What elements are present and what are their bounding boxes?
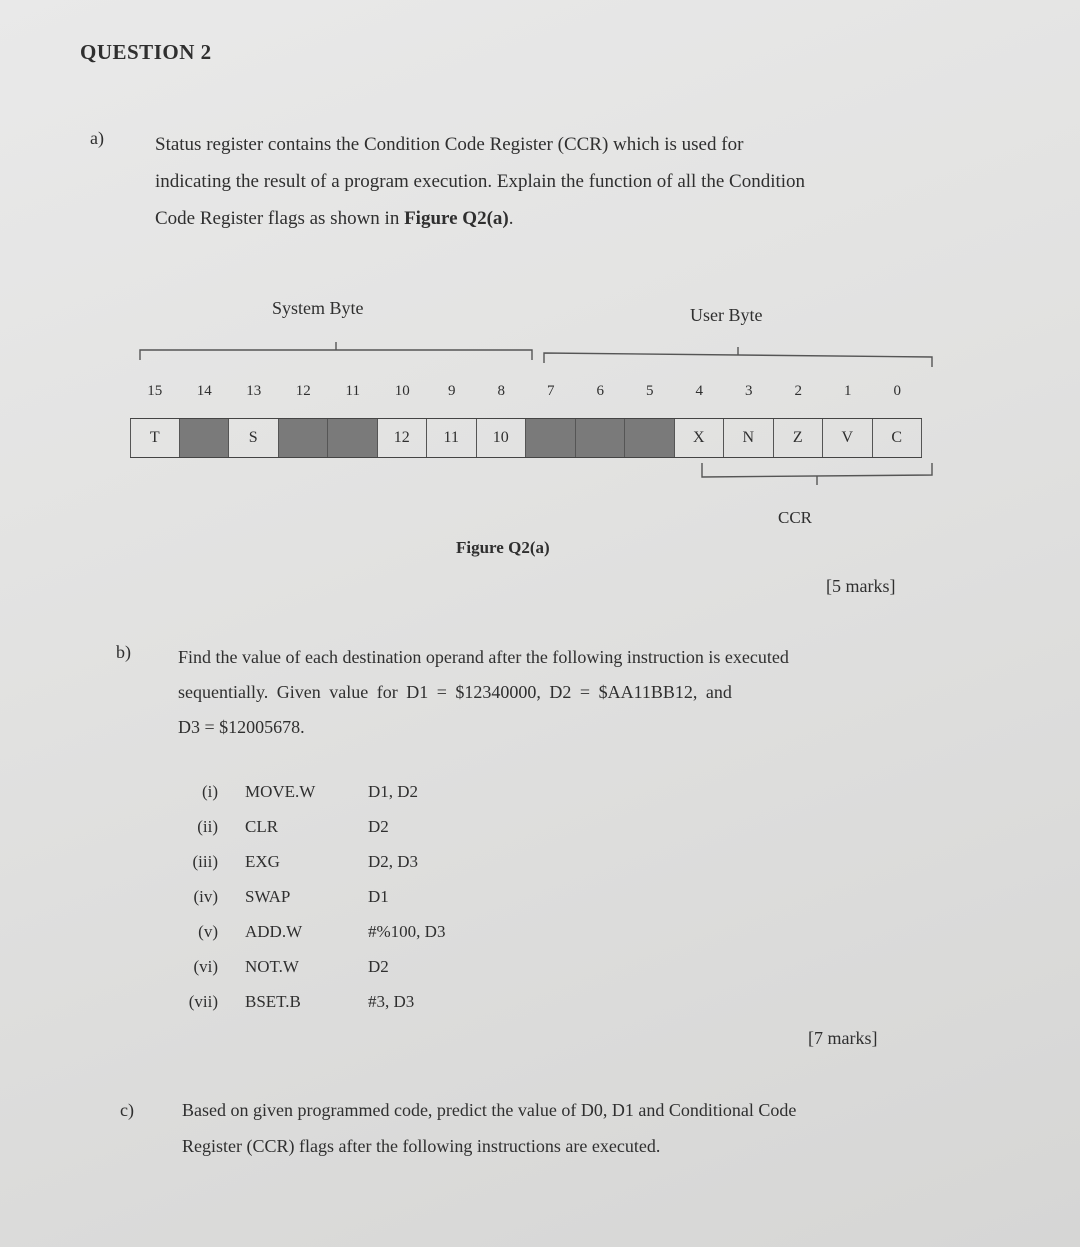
register-cell: X — [675, 419, 725, 457]
register-cell-reserved — [526, 419, 576, 457]
instruction-number: (iv) — [193, 887, 218, 906]
status-register — [130, 418, 922, 458]
figure-caption: Figure Q2(a) — [456, 538, 550, 557]
register-cell: S — [229, 419, 279, 457]
part-b-label: b) — [116, 642, 131, 662]
bit-number: 5 — [646, 383, 654, 399]
user-byte-bracket — [544, 353, 932, 367]
instruction-opcode: CLR — [245, 817, 279, 836]
instruction-row — [180, 957, 580, 992]
bit-number: 9 — [448, 383, 456, 399]
instruction-number: (v) — [198, 922, 218, 941]
register-cell-reserved — [576, 419, 626, 457]
bit-number: 13 — [246, 383, 262, 399]
instruction-list — [180, 782, 580, 1027]
bit-number: 4 — [695, 383, 703, 399]
bit-number: 15 — [147, 383, 163, 399]
bit-number: 3 — [745, 383, 753, 399]
register-cell-reserved — [279, 419, 329, 457]
instruction-number: (ii) — [197, 817, 218, 836]
bit-number: 6 — [596, 383, 604, 399]
ccr-bracket — [702, 463, 932, 477]
part-a-text — [155, 126, 955, 237]
part-c-line-1: Based on given programmed code, predict the value of D0, D1 and Conditional Code — [182, 1100, 797, 1120]
register-cell-reserved — [328, 419, 378, 457]
instruction-row — [180, 887, 580, 922]
register-cell: C — [873, 419, 923, 457]
system-byte-label: System Byte — [272, 298, 364, 318]
question-title: QUESTION 2 — [80, 40, 212, 64]
register-cell: 10 — [477, 419, 527, 457]
part-c-line-2: Register (CCR) flags after the following instructions are executed. — [182, 1136, 661, 1156]
instruction-opcode: MOVE.W — [245, 782, 316, 801]
instruction-number: (vi) — [193, 957, 218, 976]
part-a-line-2: indicating the result of a program execution. Explain the function of all the Condition — [155, 171, 806, 192]
bit-number-row — [130, 383, 922, 400]
bit-number: 1 — [844, 383, 852, 399]
instruction-row — [180, 782, 580, 817]
part-a-line-3 — [155, 200, 955, 237]
bit-number: 12 — [295, 383, 311, 399]
instruction-number: (iii) — [192, 852, 218, 871]
instruction-operand: D2 — [368, 957, 389, 976]
instruction-operand: #%100, D3 — [368, 922, 446, 941]
part-c-label: c) — [120, 1100, 134, 1120]
register-cell: T — [130, 419, 180, 457]
part-c-text — [182, 1092, 942, 1164]
instruction-row — [180, 852, 580, 887]
register-cell: V — [823, 419, 873, 457]
register-cell: Z — [774, 419, 824, 457]
register-cell: 12 — [378, 419, 428, 457]
instruction-operand: D1, D2 — [368, 782, 419, 801]
part-a-line-1: Status register contains the Condition Code Register (CCR) which is used for — [155, 134, 744, 155]
user-byte-label: User Byte — [690, 305, 763, 325]
instruction-opcode: BSET.B — [245, 992, 301, 1011]
system-byte-bracket — [140, 350, 532, 360]
part-b-line-3: D3 = $12005678. — [178, 717, 305, 737]
instruction-opcode: NOT.W — [245, 957, 299, 976]
instruction-operand: #3, D3 — [368, 992, 415, 1011]
part-b-line-2: sequentially. Given value for D1 = $12340000, D2 = $AA11BB12, and — [178, 682, 732, 702]
instruction-row — [180, 817, 580, 852]
instruction-number: (i) — [201, 782, 218, 801]
bit-number: 11 — [345, 383, 360, 399]
bit-number: 14 — [196, 383, 212, 399]
instruction-row — [180, 992, 580, 1027]
instruction-row — [180, 922, 580, 957]
bit-number: 7 — [547, 383, 555, 399]
instruction-opcode: ADD.W — [245, 922, 303, 941]
part-a-marks: [5 marks] — [826, 576, 896, 596]
part-b-text — [178, 640, 918, 745]
part-b-marks: [7 marks] — [808, 1028, 878, 1048]
part-b-line-1: Find the value of each destination operand after the following instruction is executed — [178, 647, 789, 667]
register-cell-reserved — [180, 419, 230, 457]
instruction-opcode: SWAP — [245, 887, 291, 906]
instruction-opcode: EXG — [245, 852, 280, 871]
instruction-operand: D2 — [368, 817, 389, 836]
part-a-label: a) — [90, 128, 104, 148]
instruction-operand: D2, D3 — [368, 852, 419, 871]
part-a-line-3-end: . — [508, 208, 514, 229]
part-a-line-3-text: Code Register flags as shown in — [155, 208, 405, 229]
instruction-number: (vii) — [188, 992, 218, 1011]
register-cell: 11 — [427, 419, 477, 457]
bit-number: 10 — [394, 383, 410, 399]
register-cell-reserved — [625, 419, 675, 457]
bit-number: 8 — [497, 383, 505, 399]
bit-number: 2 — [794, 383, 802, 399]
bit-number: 0 — [893, 383, 901, 399]
ccr-label: CCR — [778, 508, 813, 527]
instruction-operand: D1 — [368, 887, 389, 906]
register-cell: N — [724, 419, 774, 457]
figure-reference: Figure Q2(a) — [404, 208, 509, 229]
